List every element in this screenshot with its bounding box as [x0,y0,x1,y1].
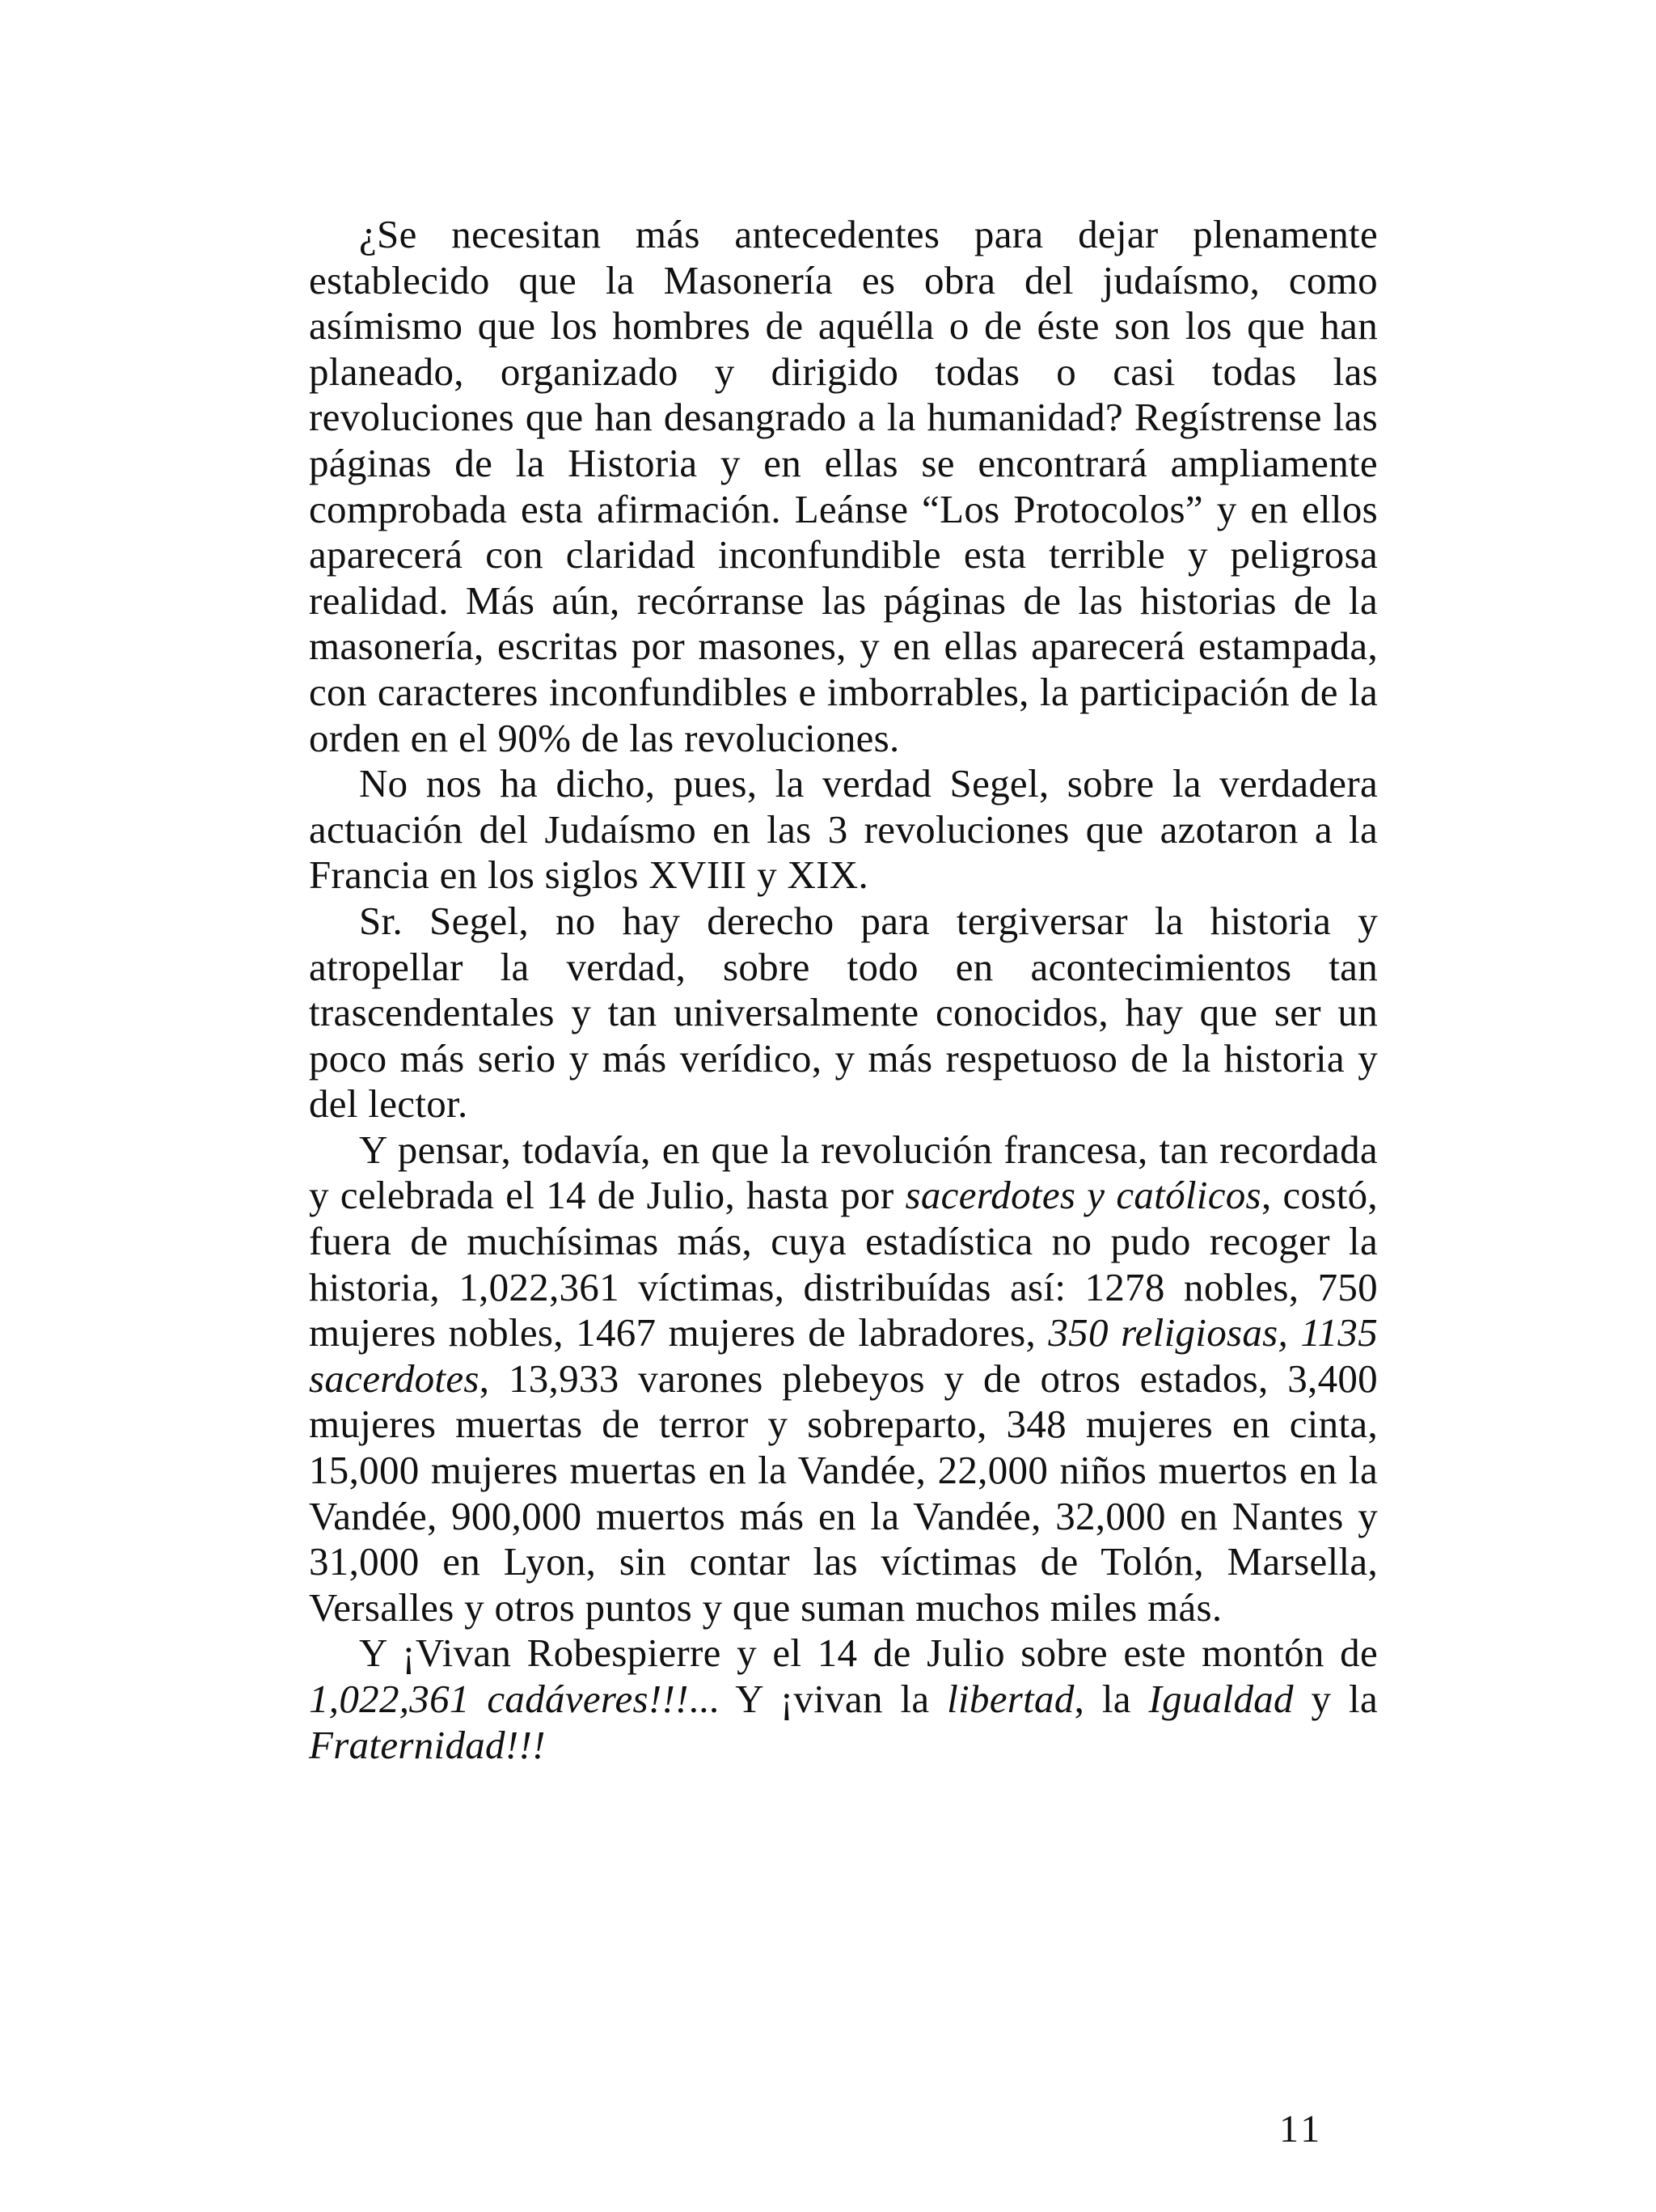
paragraph-2-text: No nos ha dicho, pues, la verdad Segel, sobre la verdadera actuación del Judaísmo en las 3 revoluciones que azotaron a la Francia en los siglos XVIII y XIX. [309,761,1378,898]
paragraph-1 [309,212,1378,761]
paragraph-3 [309,899,1378,1127]
paragraph-4-italic-b: 350 religiosas, 1135 sacerdotes [309,1310,1378,1401]
paragraph-2 [309,761,1378,899]
page-number: 11 [1279,2108,1324,2151]
paragraph-5-text-b: ... Y ¡vivan la [688,1677,948,1721]
paragraph-5-text-d: y la [1293,1677,1378,1721]
paragraph-5-text-c: , la [1074,1677,1149,1721]
paragraph-1-text: ¿Se necesitan más antecedentes para dejar plenamente establecido que la Masonería es obra del judaísmo, como asímismo que los hombres de aquélla o de éste son los que han planeado, organizado y dirigido todas o casi todas las revoluciones que han desangrado a la humanidad? Regístrense las páginas de la Historia y en ellas se encontrará ampliamente comprobada esta afirmación. Leánse “Los Protocolos” y en ellos aparecerá con claridad inconfundible esta terrible y peligrosa realidad. Más aún, recórranse las páginas de las historias de la masonería, escritas por masones, y en ellas aparecerá estampada, con caracteres inconfundibles e imborrables, la participación de la orden en el 90% de las revoluciones. [309,212,1378,760]
paragraph-4-text-b: , costó, fuera de muchísimas más, cuya estadística no pudo recoger la historia, 1,022,361 víctimas, distribuídas así: 1278 nobles, 750 mujeres nobles, 1467 mujeres de labradores, [309,1173,1378,1356]
paragraph-5 [309,1630,1378,1768]
paragraph-5-italic-c: Igualdad [1148,1677,1294,1721]
paragraph-4-text-c: , 13,933 varones plebeyos y de otros estados, 3,400 mujeres muertas de terror y sobreparto, 348 mujeres en cinta, 15,000 mujeres muertas en la Vandée, 22,000 niños muertos en la Vandée, 900,000 muertos más en la Vandée, 32,000 en Nantes y 31,000 en Lyon, sin contar las víctimas de Tolón, Marsella, Versalles y otros puntos y que suman muchos miles más. [309,1356,1378,1630]
body-text [309,212,1378,1768]
paragraph-3-text: Sr. Segel, no hay derecho para tergiversar la historia y atropellar la verdad, sobre todo en acontecimientos tan trascendentales y tan universalmente conocidos, hay que ser un poco más serio y más verídico, y más respetuoso de la historia y del lector. [309,898,1378,1127]
paragraph-5-italic-d: Fraternidad!!! [309,1722,546,1767]
paragraph-5-italic-b: libertad [947,1677,1075,1721]
paragraph-5-text-a: Y ¡Vivan Robespierre y el 14 de Julio sobre este montón de [359,1630,1378,1676]
paragraph-4-text-a: Y pensar, todavía, en que la revolución francesa, tan recordada y celebrada el 14 de Julio, hasta por [309,1127,1378,1218]
paragraph-5-italic-a: 1,022,361 cadáveres!!! [309,1677,689,1721]
paragraph-4-italic-a: sacerdotes y católicos [905,1173,1261,1218]
paragraph-4 [309,1127,1378,1631]
